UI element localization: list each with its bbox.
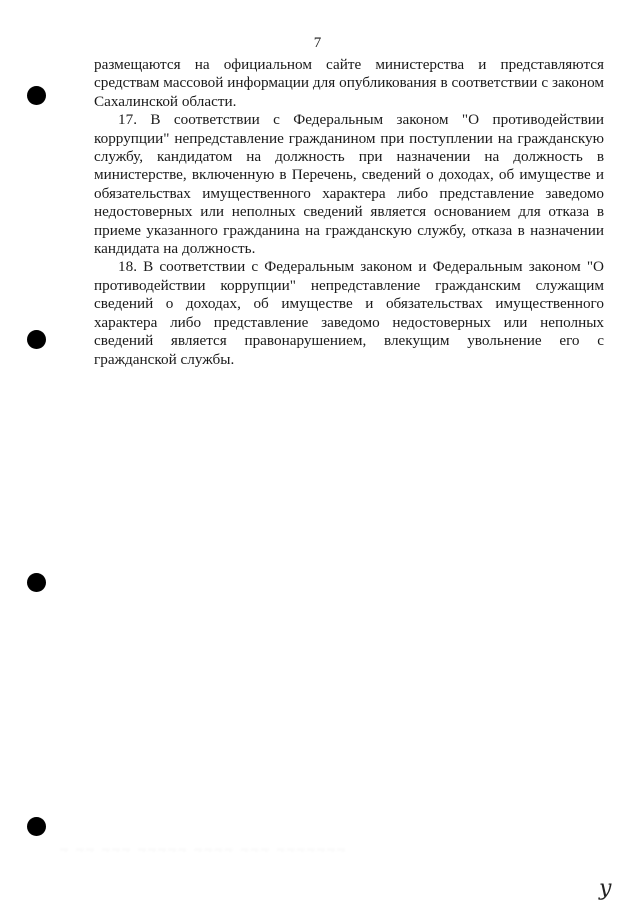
paragraph-continuation: размещаются на официальном сайте министерства и представляются средствам массовой информации для опубликования в соответствии с законом Сахалинской области.: [94, 56, 604, 110]
punch-hole-2: [27, 330, 46, 349]
paragraph-item-17: 17. В соответствии с Федеральным законом "О противодействии коррупции" непредставление гражданином при поступлении на гражданскую службу, кандидатом на должность при назначении на должность в министерстве, включенную в Перечень, сведений о доходах, об имуществе и обязательствах имущественного характера либо представление заведомо недостоверных или неполных сведений является основанием для отказа в приеме указанного гражданина на гражданскую службу, отказа в назначении кандидата на должность.: [94, 111, 604, 258]
page-number: 7: [313, 35, 322, 51]
handwritten-mark: у: [599, 876, 612, 901]
punch-hole-1: [27, 86, 46, 105]
punch-hole-3: [27, 573, 46, 592]
bleed-through-text: ~ ~~ ~~~ ~~~~~ ~~~~ ~~~ ~~~~~~~: [60, 843, 348, 859]
punch-hole-4: [27, 817, 46, 836]
paragraph-item-18: 18. В соответствии с Федеральным законом и Федеральным законом "О противодействии коррупции" непредставление гражданским служащим сведений о доходах, об имуществе и обязательствах имущественного характера либо представление заведомо недостоверных или неполных сведений является правонарушением, влекущим увольнение его с гражданской службы.: [94, 258, 604, 368]
body-text: [94, 56, 604, 369]
